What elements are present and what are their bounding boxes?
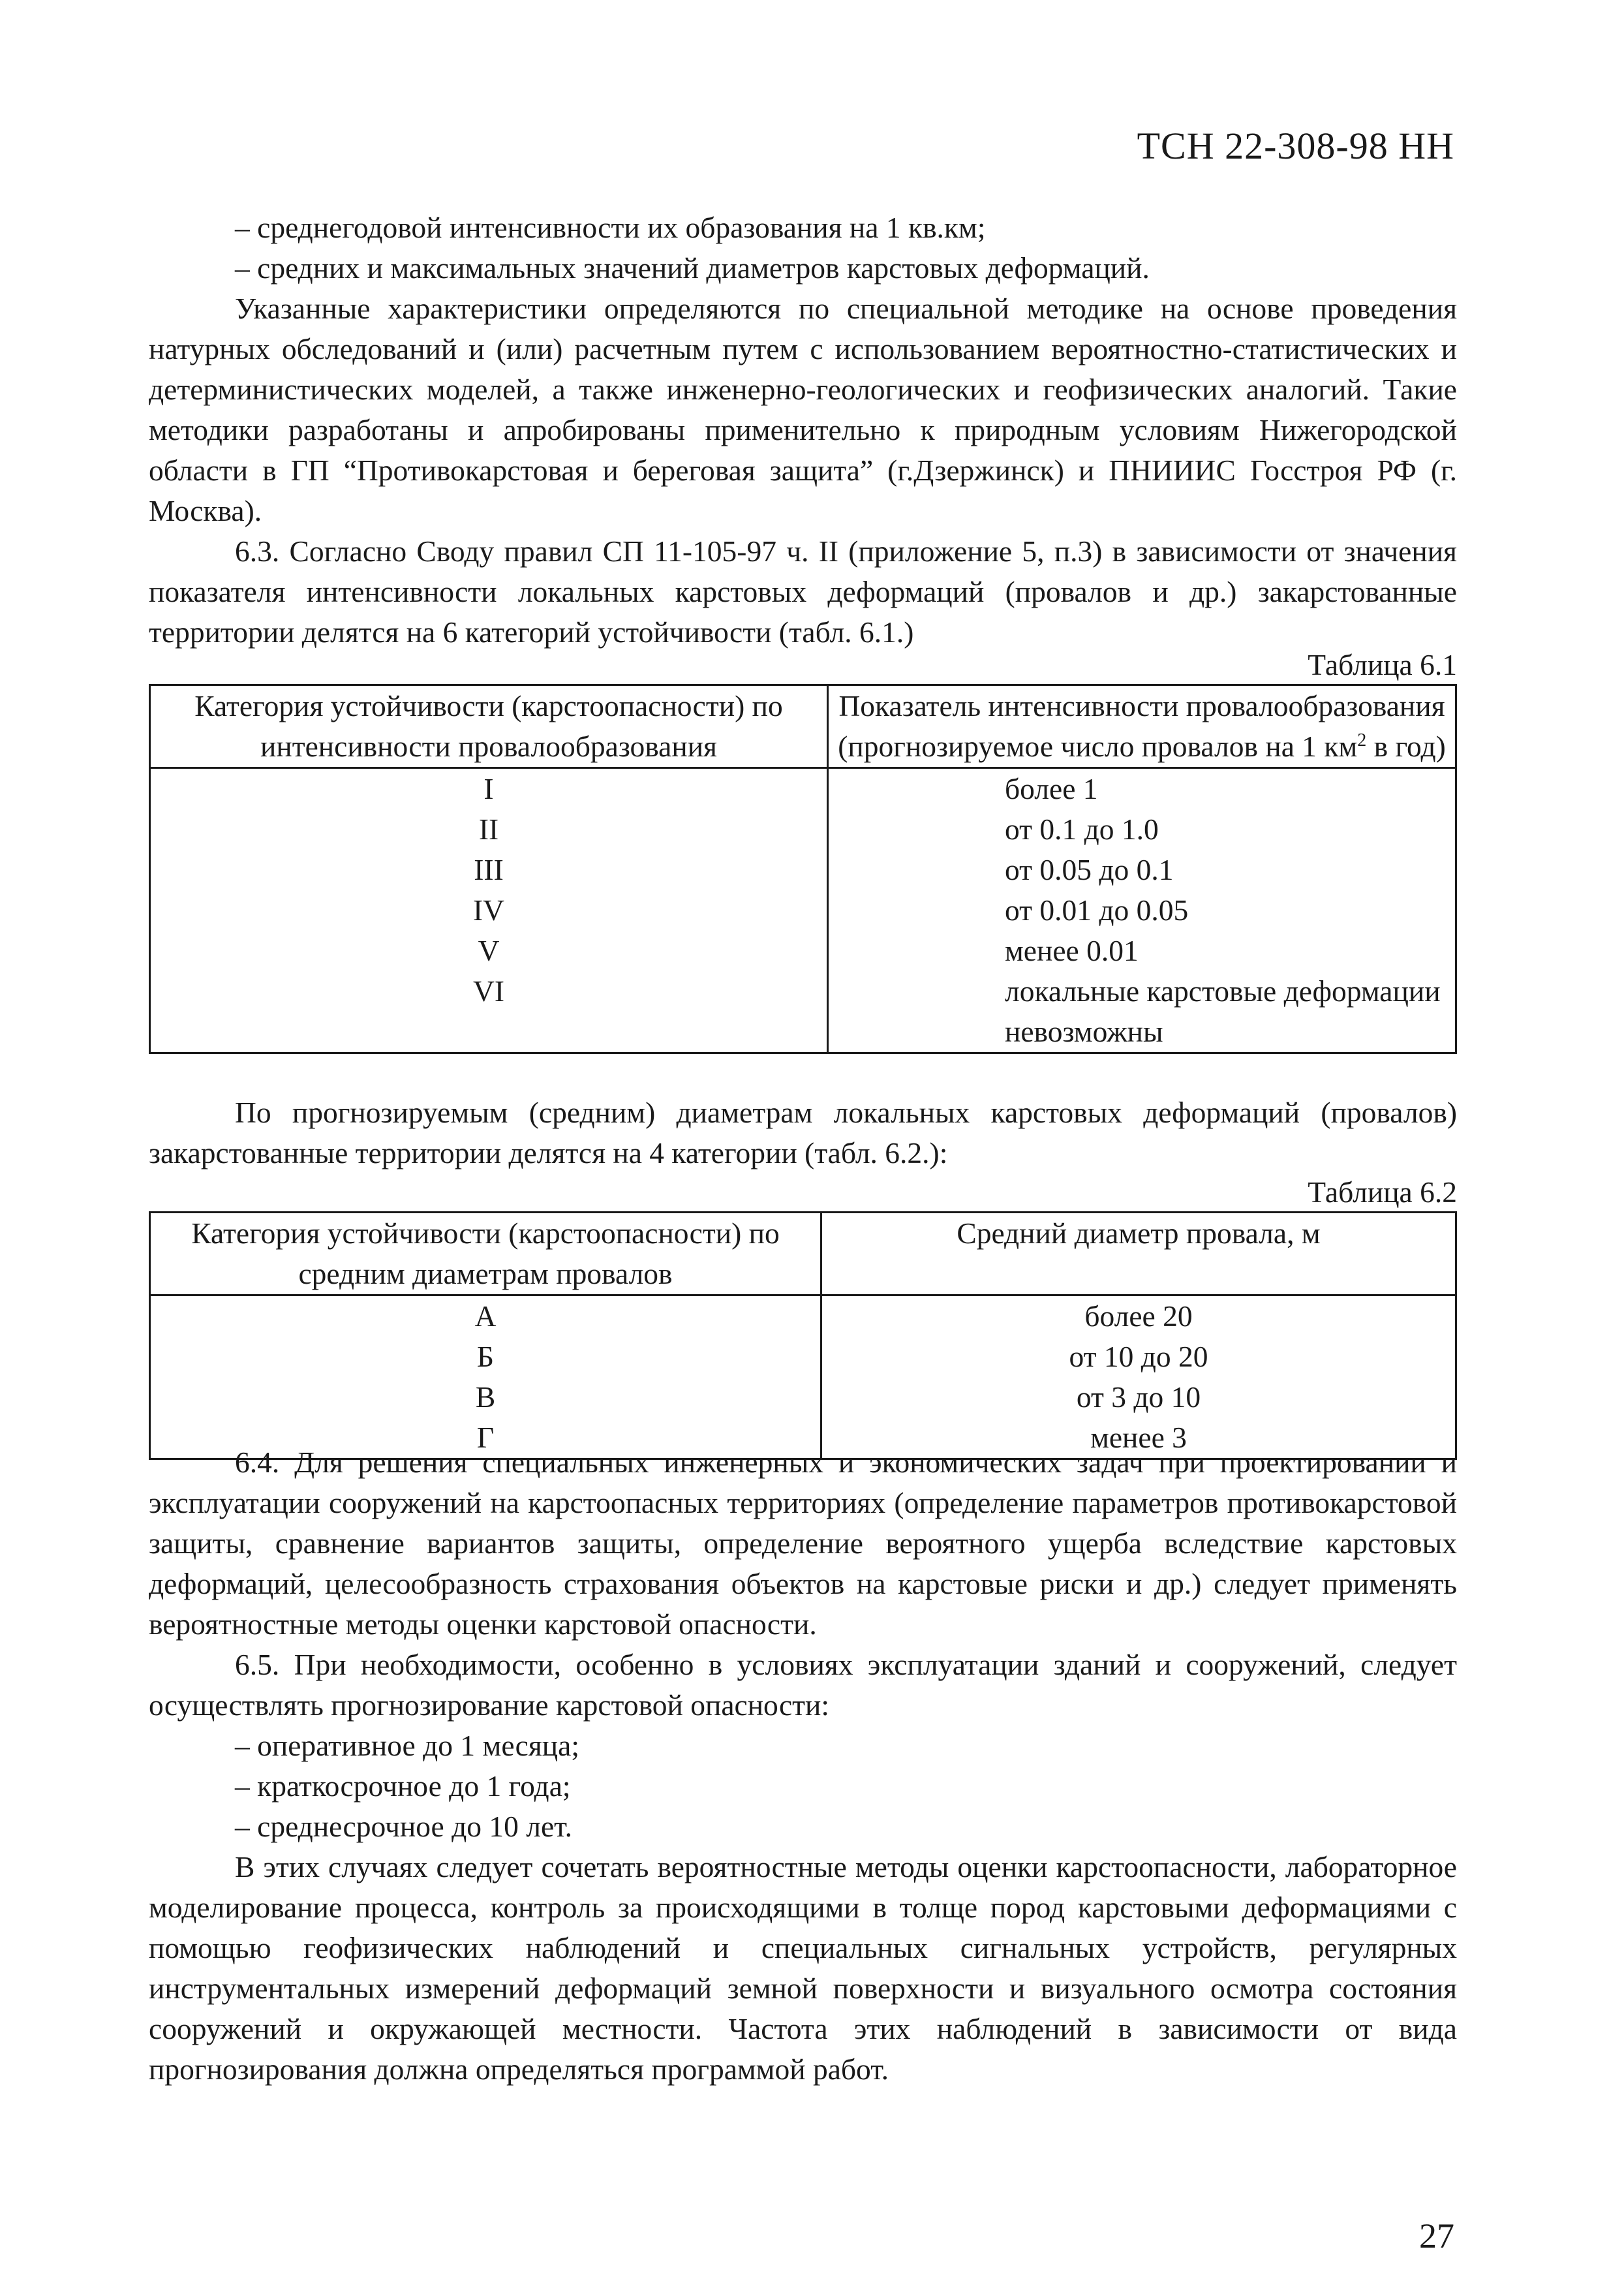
table-cell-value: от 10 до 20 bbox=[821, 1337, 1456, 1377]
paragraph-6-4: 6.4. Для решения специальных инженерных и экономических задач при проектировании и эксплуатации сооружений на карстоопасных территориях (определение параметров противокарстовой защиты, сравнение вариантов защиты, определение вероятного ущерба вследствие карстовых деформаций, целесообразность страхования объектов на карстовые риски и др.) следует применять вероятностные методы оценки карстовой опасности. bbox=[149, 1446, 1457, 1641]
table-6-2-block bbox=[149, 1173, 1457, 1460]
paragraph-6-5: 6.5. При необходимости, особенно в условиях эксплуатации зданий и сооружений, следует осуществлять прогнозирование карстовой опасности: bbox=[149, 1648, 1457, 1722]
paragraph-methods: Указанные характеристики определяются по специальной методике на основе проведения натурных обследований и (или) расчетным путем с использованием вероятностно-статистических и детерминистических моделей, а также инженерно-геологических и геофизических аналогий. Такие методики разработаны и апробированы применительно к природным условиям Нижегородской области в ГП “Противокарстовая и береговая защита” (г.Дзержинск) и ПНИИИС Госстроя РФ (г. Москва). bbox=[149, 292, 1457, 527]
table-cell-category: В bbox=[150, 1377, 821, 1417]
table-header-cell: Категория устойчивости (карстоопасности) по средним диаметрам провалов bbox=[150, 1213, 821, 1295]
table-header-cell: Категория устойчивости (карстоопасности) по интенсивности провалообразования bbox=[150, 685, 828, 768]
table-cell-category: А bbox=[150, 1295, 821, 1337]
table-row bbox=[150, 971, 1456, 1053]
table-row bbox=[150, 809, 1456, 850]
paragraph-final: В этих случаях следует сочетать вероятностные методы оценки карстоопасности, лабораторное моделирование процесса, контроль за происходящими в толще пород карстовыми деформациями с помощью геофизических наблюдений и специальных сигнальных устройств, регулярных инструментальных измерений деформаций земной поверхности и визуального осмотра состояния сооружений и окружающей местности. Частота этих наблюдений в зависимости от вида прогнозирования должна определяться программой работ. bbox=[149, 1850, 1457, 2086]
table-row bbox=[150, 890, 1456, 931]
table-6-1 bbox=[149, 684, 1457, 1054]
table-row bbox=[150, 1337, 1456, 1377]
list-item: – краткосрочное до 1 года; bbox=[235, 1769, 571, 1803]
table-cell-category: I bbox=[150, 768, 828, 810]
section-text-top bbox=[149, 208, 1457, 653]
table-cell-value: от 0.1 до 1.0 bbox=[828, 809, 1456, 850]
table-cell-value: более 1 bbox=[828, 768, 1456, 810]
table-cell-value: от 0.01 до 0.05 bbox=[828, 890, 1456, 931]
table-cell-value: более 20 bbox=[821, 1295, 1456, 1337]
table-cell-category: Г bbox=[150, 1417, 821, 1459]
list-item: – оперативное до 1 месяца; bbox=[235, 1729, 579, 1762]
section-text-bottom bbox=[149, 1442, 1457, 2090]
table-caption: Таблица 6.2 bbox=[1308, 1175, 1457, 1209]
list-item: – среднегодовой интенсивности их образования на 1 кв.км; bbox=[235, 211, 986, 244]
table-row bbox=[150, 768, 1456, 810]
paragraph-diameters: По прогнозируемым (средним) диаметрам локальных карстовых деформаций (провалов) закарстованные территории делятся на 4 категории (табл. 6.2.): bbox=[149, 1096, 1457, 1169]
table-cell-category: V bbox=[150, 931, 828, 971]
table-header-row bbox=[150, 685, 1456, 768]
table-row bbox=[150, 850, 1456, 890]
table-cell-value: локальные карстовые деформации невозможны bbox=[828, 971, 1456, 1053]
table-row bbox=[150, 1295, 1456, 1337]
list-item: – среднесрочное до 10 лет. bbox=[235, 1810, 573, 1843]
table-cell-value: менее 3 bbox=[821, 1417, 1456, 1459]
table-cell-category: IV bbox=[150, 890, 828, 931]
document-code: ТСН 22-308-98 НН bbox=[1137, 125, 1454, 167]
table-6-2 bbox=[149, 1211, 1457, 1460]
table-header-row bbox=[150, 1213, 1456, 1295]
table-cell-value: менее 0.01 bbox=[828, 931, 1456, 971]
table-header-cell: Средний диаметр провала, м bbox=[821, 1213, 1456, 1295]
table-row bbox=[150, 931, 1456, 971]
table-caption: Таблица 6.1 bbox=[1308, 648, 1457, 681]
section-text-middle bbox=[149, 1092, 1457, 1173]
table-cell-value: от 0.05 до 0.1 bbox=[828, 850, 1456, 890]
table-cell-value: от 3 до 10 bbox=[821, 1377, 1456, 1417]
table-cell-category: II bbox=[150, 809, 828, 850]
table-cell-category: Б bbox=[150, 1337, 821, 1377]
table-header-cell: Показатель интенсивности провалообразования (прогнозируемое число провалов на 1 $км^2$ в год) bbox=[828, 685, 1456, 768]
list-item: – средних и максимальных значений диаметров карстовых деформаций. bbox=[235, 251, 1150, 285]
table-cell-category: III bbox=[150, 850, 828, 890]
table-6-1-block bbox=[149, 646, 1457, 1054]
table-row bbox=[150, 1377, 1456, 1417]
table-cell-category: VI bbox=[150, 971, 828, 1053]
page-number: 27 bbox=[1419, 2216, 1454, 2255]
paragraph-6-3: 6.3. Согласно Своду правил СП 11-105-97 ч. II (приложение 5, п.3) в зависимости от значения показателя интенсивности локальных карстовых деформаций (провалов и др.) закарстованные территории делятся на 6 категорий устойчивости (табл. 6.1.) bbox=[149, 534, 1457, 649]
